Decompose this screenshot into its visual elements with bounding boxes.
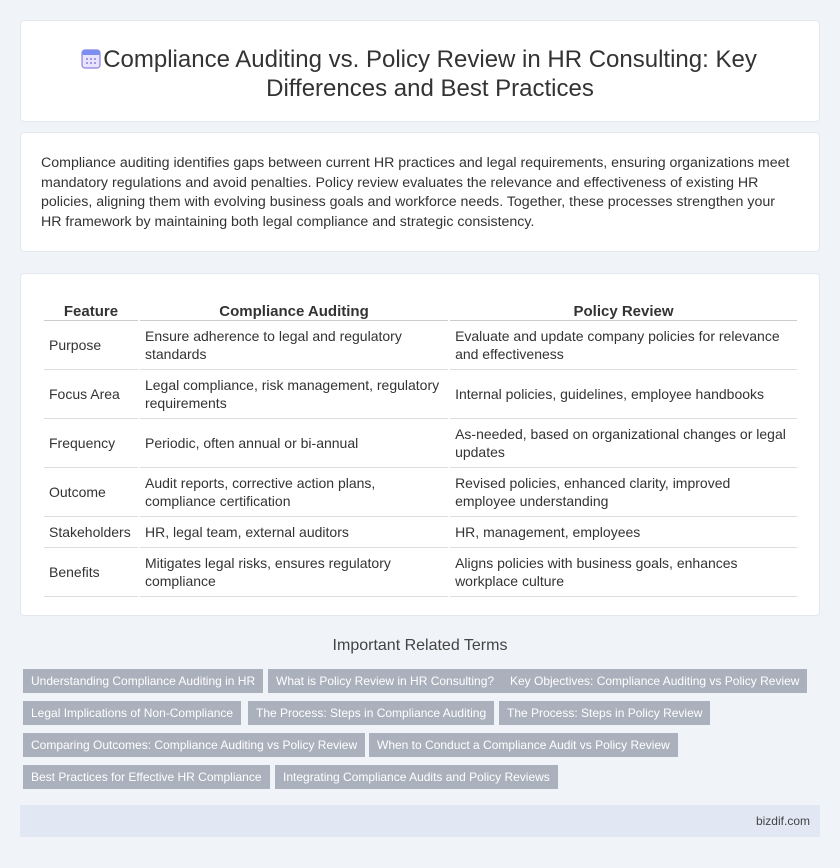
related-term-tag[interactable]: Best Practices for Effective HR Compliance: [23, 765, 270, 789]
table-cell: Ensure adherence to legal and regulatory standards: [140, 321, 448, 370]
table-cell: Evaluate and update company policies for relevance and effectiveness: [450, 321, 797, 370]
related-terms-title: Important Related Terms: [332, 637, 508, 654]
table-row: [44, 517, 797, 548]
comparison-table-card: [20, 273, 820, 616]
table-cell: Benefits: [44, 548, 138, 597]
related-term-tag[interactable]: The Process: Steps in Policy Review: [499, 701, 710, 725]
related-term-tag[interactable]: Comparing Outcomes: Compliance Auditing vs Policy Review: [23, 733, 365, 757]
header-card: [20, 20, 820, 122]
related-term-tag[interactable]: When to Conduct a Compliance Audit vs Policy Review: [369, 733, 678, 757]
table-cell: Frequency: [44, 419, 138, 468]
table-row: [44, 548, 797, 597]
intro-paragraph: Compliance auditing identifies gaps between current HR practices and legal requirements, ensuring organizations meet mandatory regulations and avoid penalties. Policy review evaluates the relevance and effectiveness of existing HR policies, aligning them with evolving business goals and workforce needs. Together, these processes strengthen your HR framework by maintaining both legal compliance and strategic consistency.: [41, 155, 790, 230]
table-cell: Legal compliance, risk management, regulatory requirements: [140, 370, 448, 419]
related-term-tag[interactable]: Integrating Compliance Audits and Policy Reviews: [275, 765, 558, 789]
site-link[interactable]: bizdif.com: [755, 814, 810, 828]
table-cell: Audit reports, corrective action plans, compliance certification: [140, 468, 448, 517]
table-cell: Mitigates legal risks, ensures regulatory compliance: [140, 548, 448, 597]
table-cell: As-needed, based on organizational changes or legal updates: [450, 419, 797, 468]
page-title: Compliance Auditing vs. Policy Review in HR Consulting: Key Differences and Best Practices: [103, 46, 757, 102]
table-cell: Purpose: [44, 321, 138, 370]
related-term-tag[interactable]: What is Policy Review in HR Consulting?: [268, 669, 502, 693]
table-cell: Outcome: [44, 468, 138, 517]
table-row: [44, 370, 797, 419]
table-cell: HR, management, employees: [450, 517, 797, 548]
table-header: Feature: [44, 294, 138, 321]
related-term-tag[interactable]: Key Objectives: Compliance Auditing vs Policy Review: [502, 669, 807, 693]
footer: [20, 805, 820, 837]
table-cell: Internal policies, guidelines, employee handbooks: [450, 370, 797, 419]
table-row: [44, 321, 797, 370]
comparison-table: [42, 294, 799, 597]
related-term-tag[interactable]: Understanding Compliance Auditing in HR: [23, 669, 263, 693]
table-cell: Aligns policies with business goals, enhances workplace culture: [450, 548, 797, 597]
table-row: [44, 468, 797, 517]
table-cell: Stakeholders: [44, 517, 138, 548]
table-row: [44, 419, 797, 468]
related-term-tag[interactable]: The Process: Steps in Compliance Auditing: [248, 701, 494, 725]
table-cell: Periodic, often annual or bi-annual: [140, 419, 448, 468]
table-header: Compliance Auditing: [140, 294, 448, 321]
table-cell: Revised policies, enhanced clarity, improved employee understanding: [450, 468, 797, 517]
table-cell: HR, legal team, external auditors: [140, 517, 448, 548]
table-header: Policy Review: [450, 294, 797, 321]
related-term-tag[interactable]: Legal Implications of Non-Compliance: [23, 701, 241, 725]
intro-card: [20, 132, 820, 252]
table-cell: Focus Area: [44, 370, 138, 419]
